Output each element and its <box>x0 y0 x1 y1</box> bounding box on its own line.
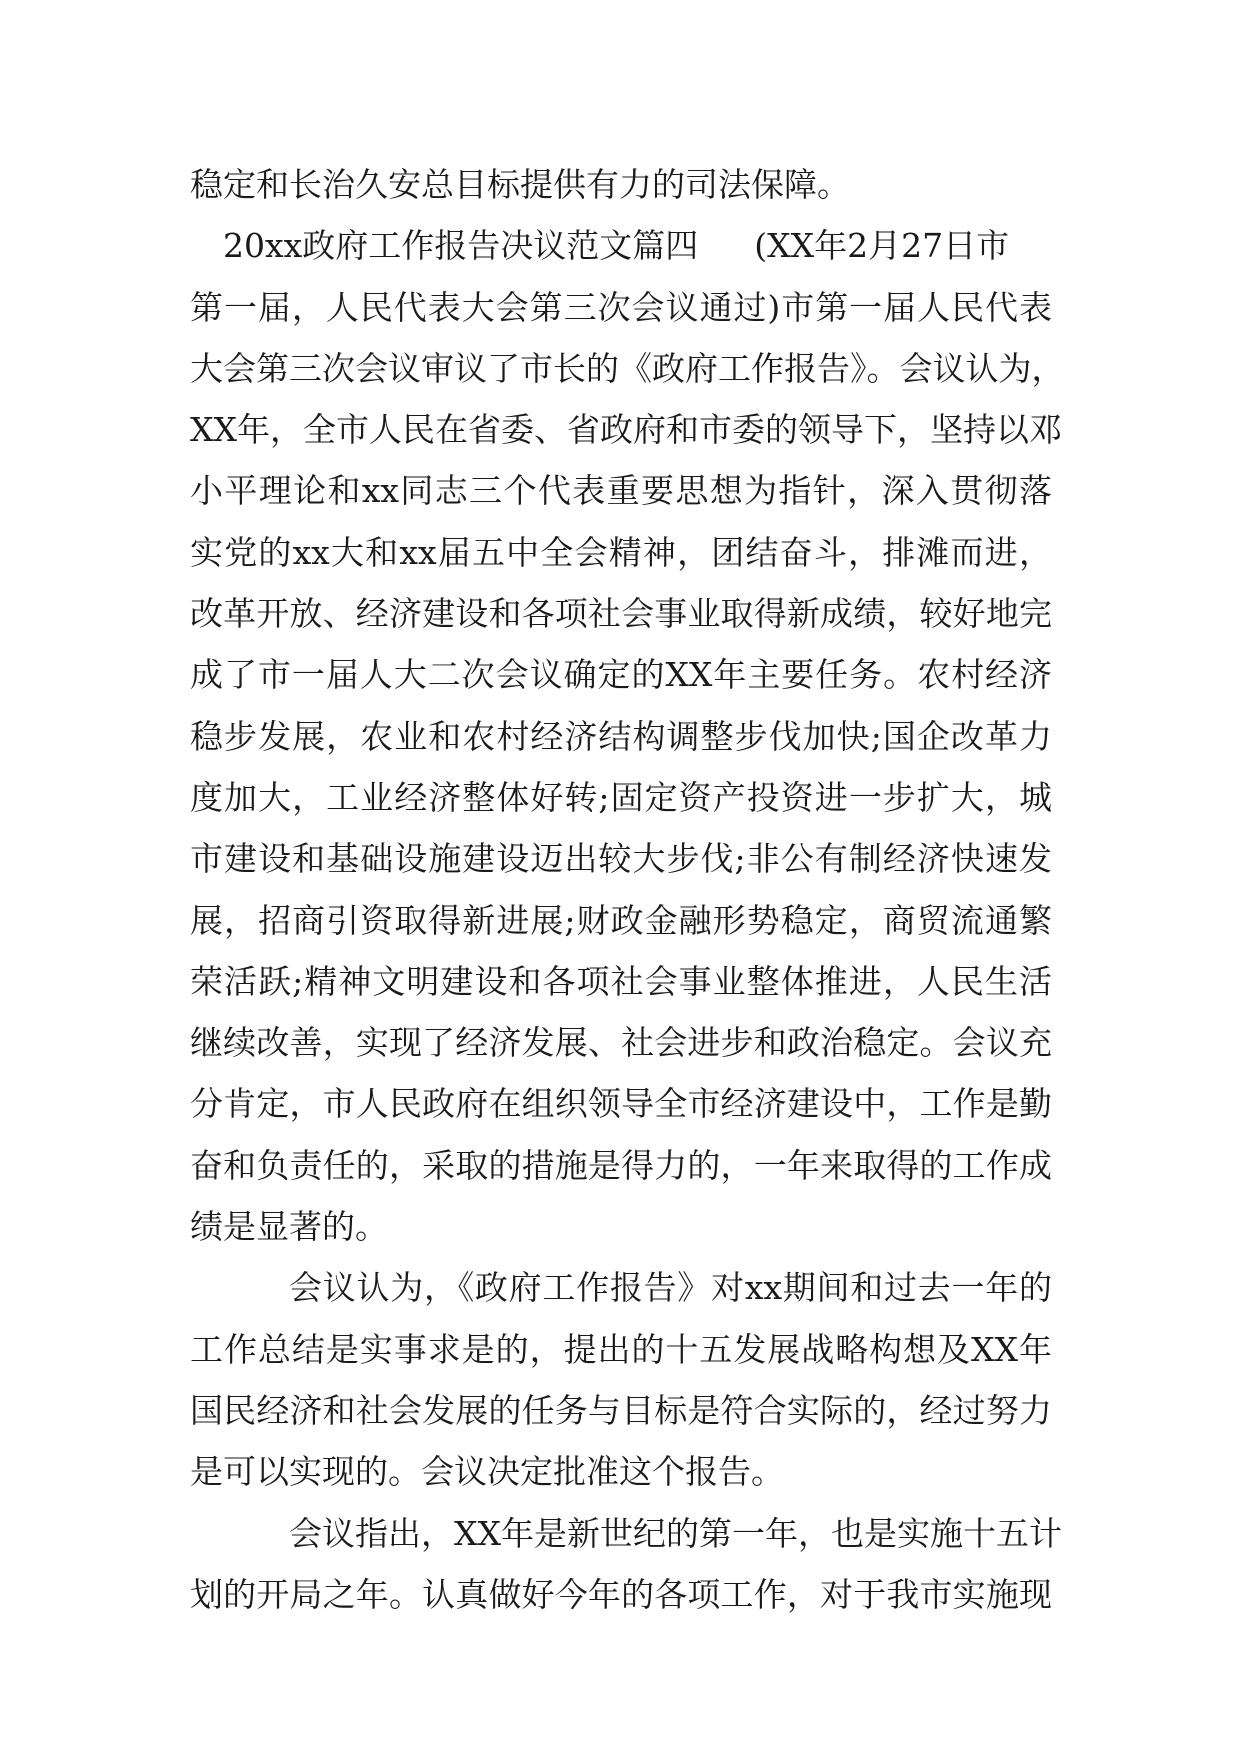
paragraph-first-line: 会议认为，《政府工作报告》对xx期间和过去一年的 <box>289 1268 1052 1308</box>
text-line: 国民经济和社会发展的任务与目标是符合实际的，经过努力 <box>190 1390 1052 1430</box>
text-line: 大会第三次会议审议了市长的《政府工作报告》。会议认为， <box>190 348 1065 388</box>
text-line: 荣活跃;精神文明建设和各项社会事业整体推进，人民生活 <box>190 961 1052 1001</box>
section-heading: 20xx政府工作报告决议范文篇四 <box>223 226 699 266</box>
text-line: 改革开放、经济建设和各项社会事业取得新成绩，较好地完 <box>190 594 1052 634</box>
text-line: 实党的xx大和xx届五中全会精神，团结奋斗，排滩而进， <box>190 532 1052 572</box>
text-line: 继续改善，实现了经济发展、社会进步和政治稳定。会议充 <box>190 1023 1052 1063</box>
text-line: 奋和负责任的，采取的措施是得力的，一年来取得的工作成 <box>190 1145 1052 1185</box>
text-line: 市建设和基础设施建设迈出较大步伐;非公有制经济快速发 <box>190 839 1052 879</box>
text-line: 成了市一届人大二次会议确定的XX年主要任务。农村经济 <box>190 655 1052 695</box>
text-line: XX年，全市人民在省委、省政府和市委的领导下，坚持以邓 <box>190 410 1062 450</box>
text-line: 是可以实现的。会议决定批准这个报告。 <box>190 1452 784 1492</box>
paragraph-first-line: 会议指出，XX年是新世纪的第一年，也是实施十五计 <box>289 1513 1062 1553</box>
text-line: 稳步发展，农业和农村经济结构调整步伐加快;国企改革力 <box>190 716 1052 756</box>
text-line: 展，招商引资取得新进展;财政金融形势稳定，商贸流通繁 <box>190 900 1052 940</box>
document-body <box>190 154 1065 1625</box>
text-line: 稳定和长治久安总目标提供有力的司法保障。 <box>190 165 850 204</box>
section-heading-line <box>190 215 1052 276</box>
text-line: 第一届，人民代表大会第三次会议通过)市第一届人民代表 <box>190 287 1052 327</box>
text-line: 绩是显著的。 <box>190 1207 388 1247</box>
text-line: 度加大，工业经济整体好转;固定资产投资进一步扩大，城 <box>190 777 1052 817</box>
text-line: 分肯定，市人民政府在组织领导全市经济建设中，工作是勤 <box>190 1084 1052 1124</box>
text-line: 划的开局之年。认真做好今年的各项工作，对于我市实施现 <box>190 1574 1052 1614</box>
text-line: 工作总结是实事求是的，提出的十五发展战略构想及XX年 <box>190 1329 1052 1369</box>
text-line: (XX年2月27日市 <box>754 226 1010 266</box>
text-line: 小平理论和xx同志三个代表重要思想为指针，深入贯彻落 <box>190 471 1052 511</box>
